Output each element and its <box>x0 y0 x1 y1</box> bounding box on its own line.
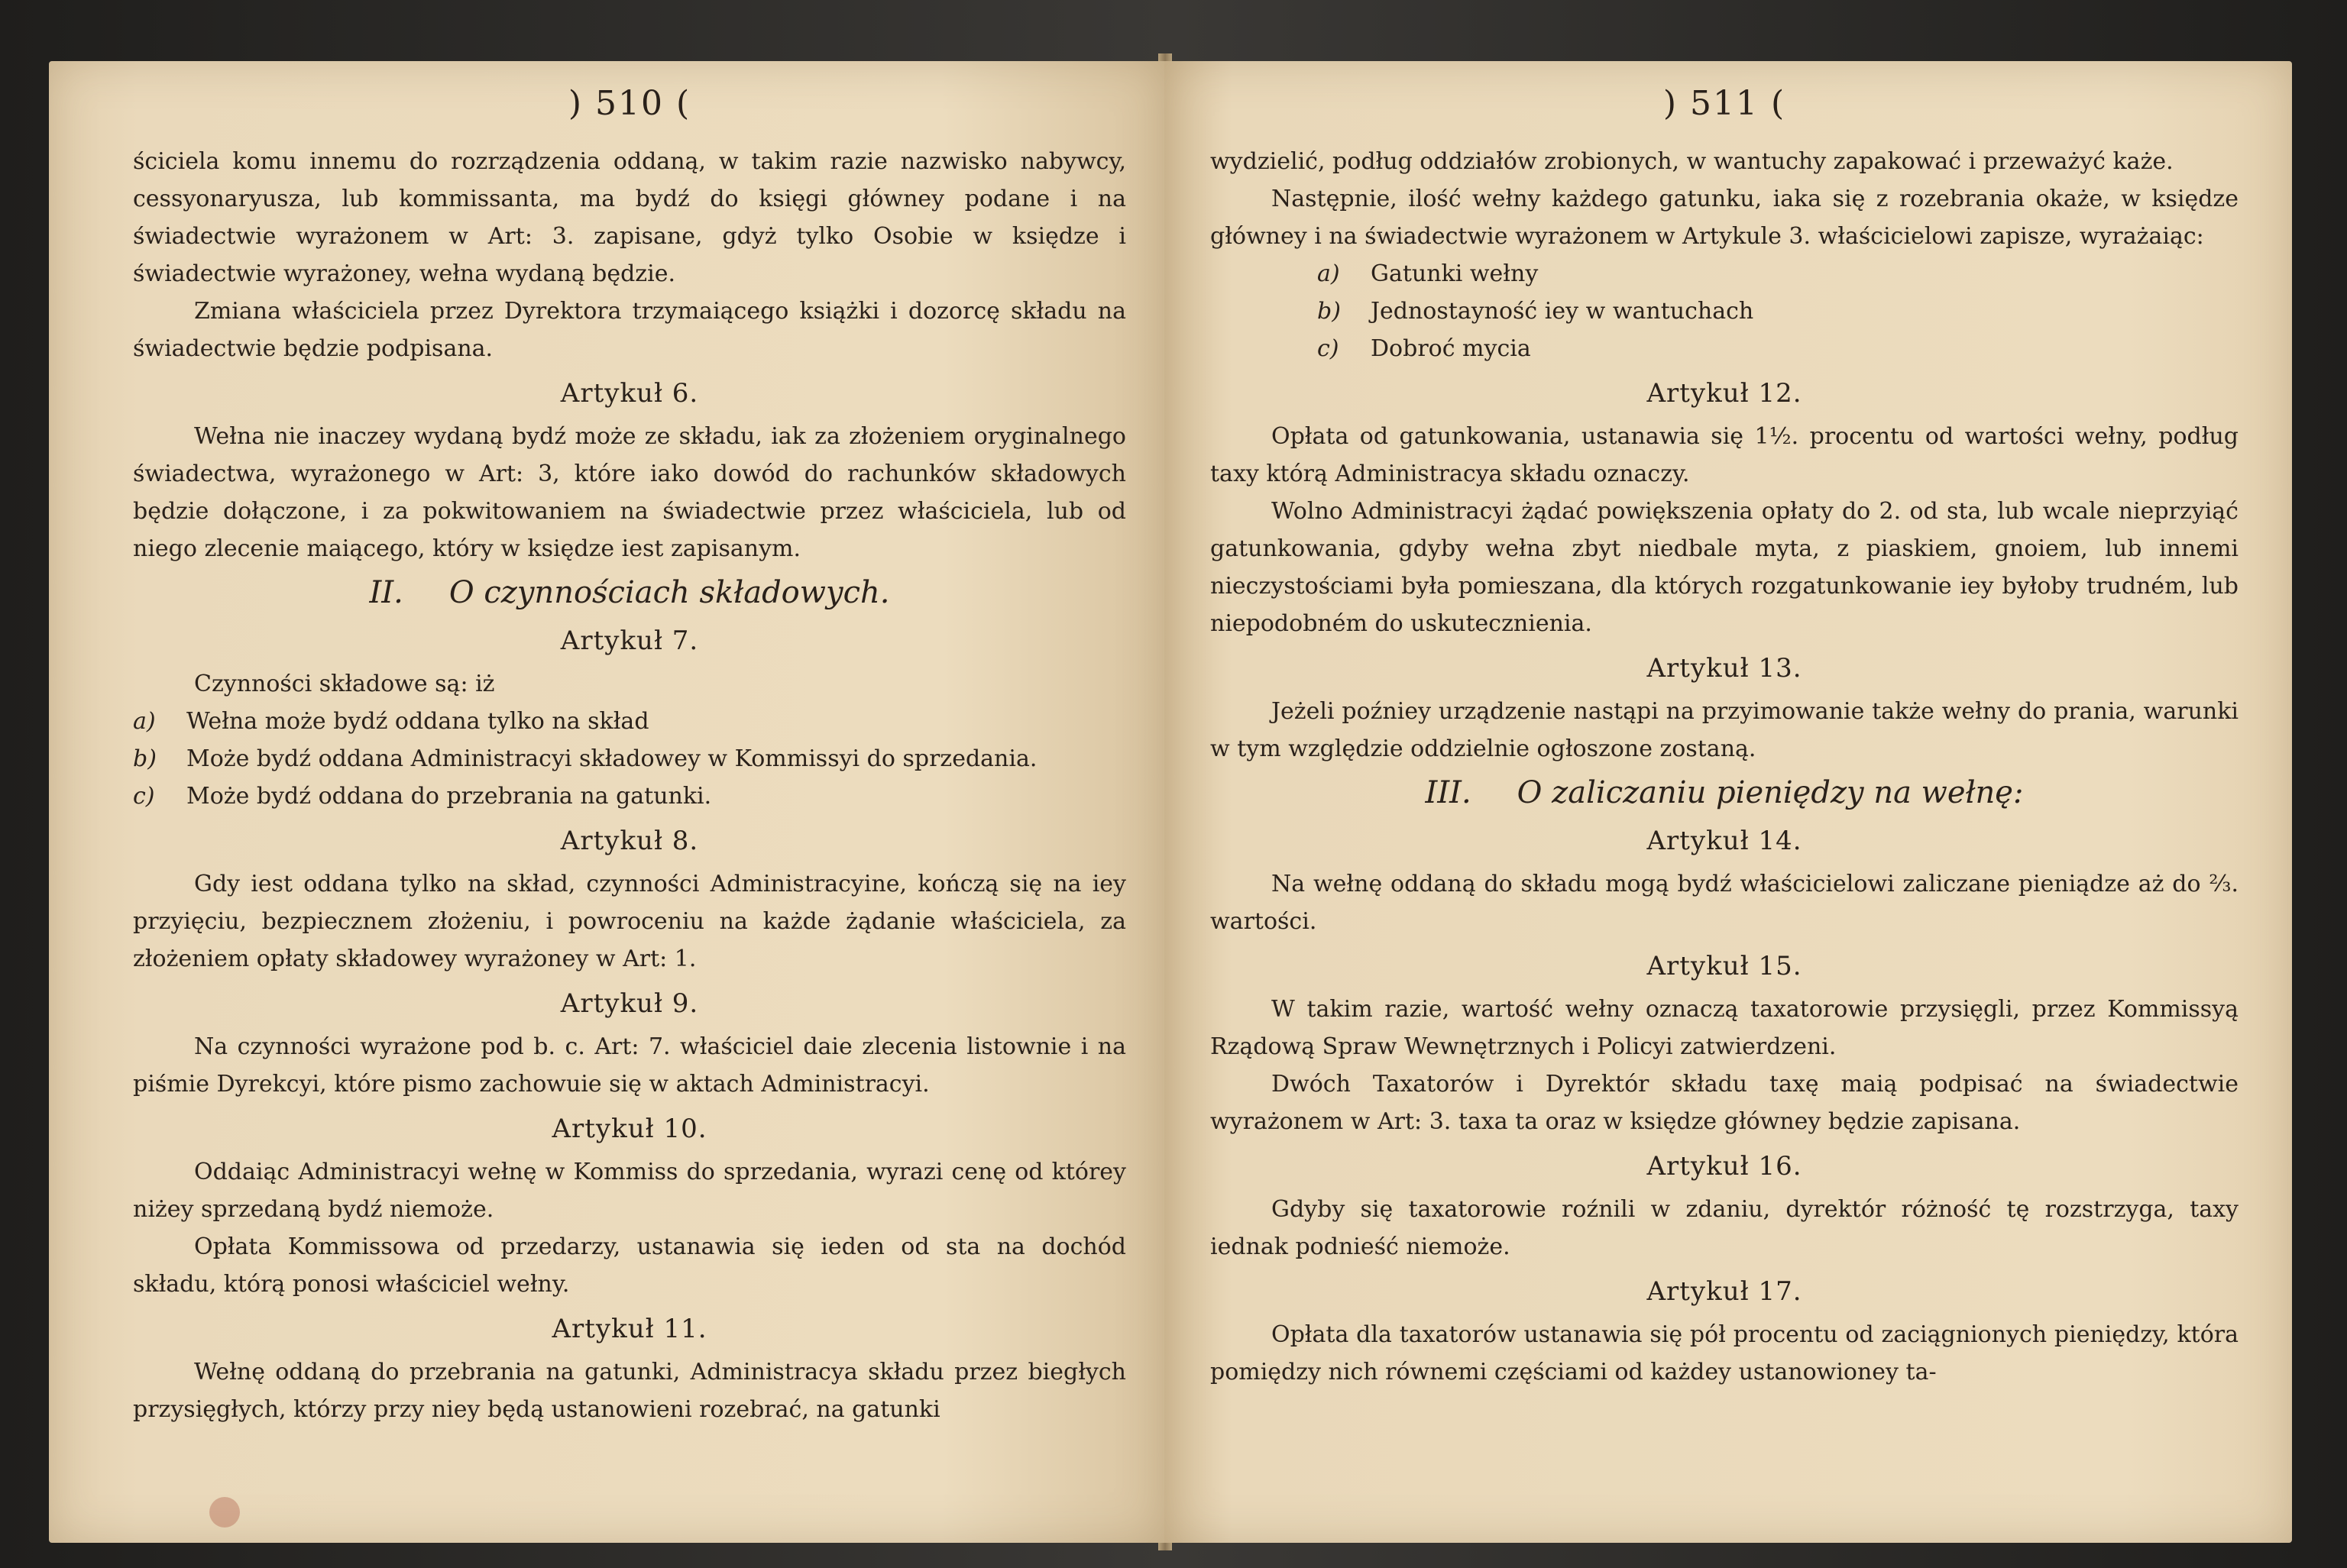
article-heading: Artykuł 9. <box>560 988 699 1019</box>
section-heading <box>133 571 1126 615</box>
paragraph: Gdyby się taxatorowie roźnili w zdaniu, dyrektór różność tę rozstrzyga, taxy iednak podnieść niemoże. <box>1210 1196 2239 1260</box>
article-heading: Artykuł 7. <box>560 626 699 656</box>
paragraph: Wolno Administracyi żądać powiększenia opłaty do 2. od sta, lub wcale nieprzyiąć gatunkowania, gdyby wełna zbyt niedbale myta, z piaskiem, gnoiem, lub innemi nieczystościami była pomieszana, dla których rozgatunkowanie iey byłoby trudném, lub niepodobném do uskutecznienia. <box>1210 498 2239 637</box>
paragraph: Wełna nie inaczey wydaną bydź może ze składu, iak za złożeniem oryginalnego świadectwa, wyrażonego w Art: 3, które iako dowód do rachunków składowych będzie dołączone, i za pokwitowaniem na świadectwie przez właściciela, lub od niego zlecenie maiącego, który w księdze iest zapisanym. <box>133 423 1126 562</box>
list-item <box>1210 255 2239 293</box>
paragraph: wydzielić, podług oddziałów zrobionych, w wantuchy zapakować i przeważyć każe. <box>1210 148 2174 175</box>
article-heading: Artykuł 17. <box>1646 1276 1802 1307</box>
paragraph: Zmiana właściciela przez Dyrektora trzymaiącego książki i dozorcę składu na świadectwie będzie podpisana. <box>133 298 1126 362</box>
section-title: O zaliczaniu pieniędzy na wełnę: <box>1517 775 2024 810</box>
paragraph: Następnie, ilość wełny każdego gatunku, iaka się z rozebrania okaże, w księdze główney i na świadectwie wyrażonem w Artykule 3. właścicielowi zapisze, wyrażaiąc: <box>1210 186 2239 250</box>
list-text: Wełna może bydź oddana tylko na skład <box>186 708 649 735</box>
list-label: b) <box>133 745 157 772</box>
paragraph: Opłata od gatunkowania, ustanawia się 1½. procentu od wartości wełny, podług taxy którą Administracya składu oznaczy. <box>1210 423 2239 487</box>
paragraph: Czynności składowe są: iż <box>194 671 495 697</box>
list <box>1210 255 2239 367</box>
left-page <box>49 61 1164 1543</box>
section-number: II. <box>369 575 403 610</box>
list-item <box>1210 330 2239 367</box>
list-text: Może bydź oddana do przebrania na gatunki. <box>186 783 712 810</box>
article-heading: Artykuł 16. <box>1646 1151 1802 1182</box>
article-heading: Artykuł 10. <box>552 1114 707 1144</box>
ink-stain <box>209 1497 240 1528</box>
article-heading: Artykuł 15. <box>1646 951 1802 981</box>
list-label: c) <box>1317 335 1339 362</box>
paragraph: W takim razie, wartość wełny oznaczą taxatorowie przysięgli, przez Kommissyą Rządową Spraw Wewnętrznych i Policyi zatwierdzeni. <box>1210 996 2239 1060</box>
article-heading: Artykuł 12. <box>1646 378 1802 409</box>
list-label: a) <box>133 708 156 735</box>
article-heading: Artykuł 14. <box>1646 826 1802 856</box>
paragraph: Na wełnę oddaną do składu mogą bydź właścicielowi zaliczane pieniądze aż do ⅔. wartości. <box>1210 871 2239 935</box>
article-heading: Artykuł 13. <box>1646 653 1802 684</box>
list-label: c) <box>133 783 155 810</box>
paragraph: Opłata dla taxatorów ustanawia się pół procentu od zaciągnionych pieniędzy, która pomiędzy nich równemi częściami od każdey ustanowioney ta- <box>1210 1321 2239 1385</box>
list-item <box>133 703 1126 740</box>
article-heading: Artykuł 8. <box>560 826 699 856</box>
paragraph: Opłata Kommissowa od przedarzy, ustanawia się ieden od sta na dochód składu, którą ponosi właściciel wełny. <box>133 1233 1126 1298</box>
page-number: ) 510 ( <box>568 84 691 123</box>
paragraph: Na czynności wyrażone pod b. c. Art: 7. właściciel daie zlecenia listownie i na piśmie Dyrekcyi, które pismo zachowuie się w aktach Administracyi. <box>133 1033 1126 1098</box>
paragraph: ściciela komu innemu do rozrządzenia oddaną, w takim razie nazwisko nabywcy, cessyonaryusza, lub kommissanta, ma bydź do księgi główney podane i na świadectwie wyrażonem w Art: 3. zapisane, gdyż tylko Osobie w księdze i świadectwie wyrażoney, wełna wydaną będzie. <box>133 148 1126 287</box>
list-item <box>133 778 1126 815</box>
list-text: Dobroć mycia <box>1371 335 1531 362</box>
article-heading: Artykuł 11. <box>552 1314 707 1344</box>
list-label: b) <box>1317 298 1341 325</box>
section-number: III. <box>1425 775 1471 810</box>
list-label: a) <box>1317 260 1340 287</box>
list-text: Gatunki wełny <box>1371 260 1539 287</box>
list-item <box>1210 293 2239 330</box>
section-heading <box>1210 771 2239 815</box>
paragraph: Gdy iest oddana tylko na skład, czynności Administracyine, kończą się na iey przyięciu, bezpiecznem złożeniu, i powroceniu na każde żądanie właściciela, za złożeniem opłaty składowey wyrażoney w Art: 1. <box>133 871 1126 972</box>
section-title: O czynnościach składowych. <box>448 575 890 610</box>
paragraph: Wełnę oddaną do przebrania na gatunki, Administracya składu przez biegłych przysięgłych, którzy przy niey będą ustanowieni rozebrać, na gatunki <box>133 1359 1126 1423</box>
list-item <box>133 740 1126 778</box>
page-number: ) 511 ( <box>1662 84 1786 123</box>
list-text: Jednostayność iey w wantuchach <box>1371 298 1754 325</box>
list-text: Może bydź oddana Administracyi składowey w Kommissyi do sprzedania. <box>186 745 1038 772</box>
article-heading: Artykuł 6. <box>560 378 699 409</box>
left-page-content <box>133 84 1126 1428</box>
right-page-content <box>1210 84 2239 1391</box>
paragraph: Jeżeli poźniey urządzenie nastąpi na przyimowanie także wełny do prania, warunki w tym względzie oddzielnie ogłoszone zostaną. <box>1210 698 2239 762</box>
right-page <box>1164 61 2292 1543</box>
paragraph: Dwóch Taxatorów i Dyrektór składu taxę maią podpisać na świadectwie wyrażonem w Art: 3. taxa ta oraz w księdze główney będzie zapisana. <box>1210 1071 2239 1135</box>
paragraph: Oddaiąc Administracyi wełnę w Kommiss do sprzedania, wyrazi cenę od którey niżey sprzedaną bydź niemoże. <box>133 1159 1126 1223</box>
